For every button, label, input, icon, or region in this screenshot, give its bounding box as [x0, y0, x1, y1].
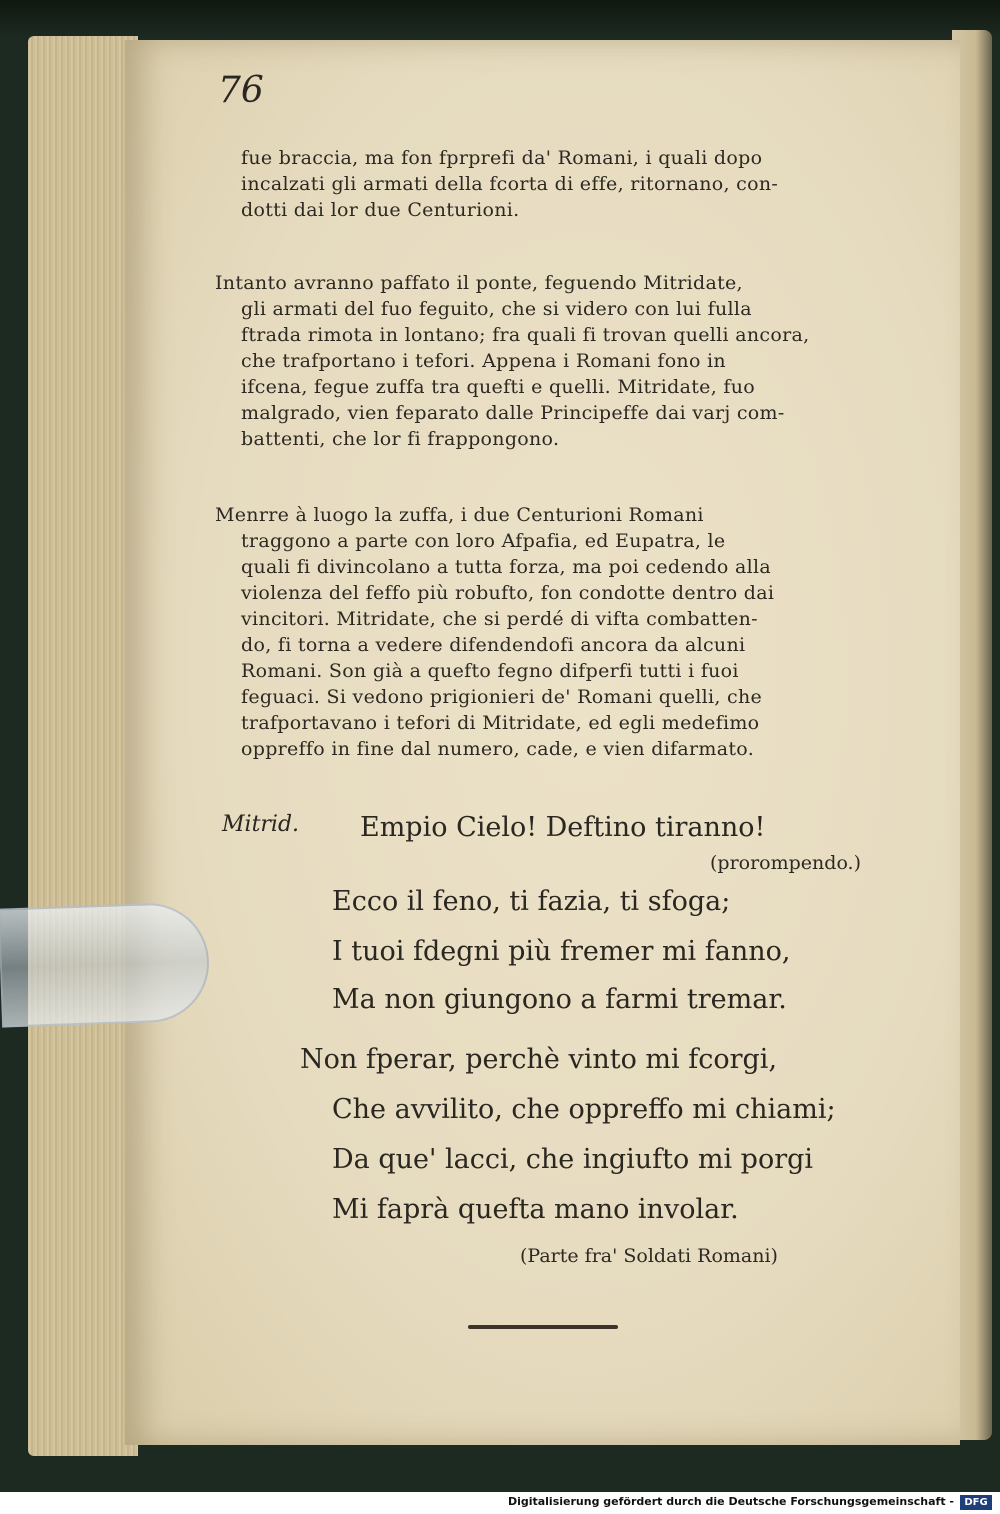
paragraph-2	[215, 270, 875, 452]
text-line: Romani. Son già a quefto fegno difperfi tutti i fuoi	[241, 660, 739, 682]
text-line: gli armati del fuo feguito, che si videro con lui fulla	[241, 298, 752, 320]
text-line: Intanto avranno paffato il ponte, feguendo Mitridate,	[215, 272, 743, 294]
verse-line: Da que' lacci, che ingiufto mi porgi	[332, 1144, 814, 1175]
text-line: do, fi torna a vedere difendendofi ancora da alcuni	[241, 634, 746, 656]
text-line: oppreffo in fine dal numero, cade, e vien difarmato.	[241, 738, 755, 760]
paragraph-3	[215, 502, 875, 762]
text-line: dotti dai lor due Centurioni.	[241, 199, 520, 221]
text-line: incalzati gli armati della fcorta di effe, ritornano, con-	[241, 173, 779, 195]
text-line: malgrado, vien feparato dalle Principeffe dai varj com-	[241, 402, 785, 424]
verse-line: I tuoi fdegni più fremer mi fanno,	[332, 936, 791, 967]
stage-direction: (Parte fra' Soldati Romani)	[520, 1245, 778, 1267]
text-line: feguaci. Si vedono prigionieri de' Romani quelli, che	[241, 686, 763, 708]
text-line: quali fi divincolano a tutta forza, ma poi cedendo alla	[241, 556, 771, 578]
page-holder-clip	[0, 901, 211, 1027]
text-line: Menrre à luogo la zuffa, i due Centurioni Romani	[215, 504, 704, 526]
stage-direction: (prorompendo.)	[710, 852, 861, 874]
text-line: traggono a parte con loro Afpafia, ed Eupatra, le	[241, 530, 726, 552]
text-line: ftrada rimota in lontano; fra quali fi trovan quelli ancora,	[241, 324, 810, 346]
paragraph-1	[215, 145, 875, 223]
text-line: battenti, che lor fi frappongono.	[241, 428, 560, 450]
text-line: ifcena, fegue zuffa tra quefti e quelli. Mitridate, fuo	[241, 376, 756, 398]
text-line: che trafportano i tefori. Appena i Romani fono in	[241, 350, 726, 372]
verse-line: Ma non giungono a farmi tremar.	[332, 984, 787, 1015]
book-page-edges-left	[28, 36, 138, 1456]
text-line: trafportavano i tefori di Mitridate, ed egli medefimo	[241, 712, 760, 734]
text-line: vincitori. Mitridate, che si perdé di vifta combatten-	[241, 608, 758, 630]
verse-line: Non fperar, perchè vinto mi fcorgi,	[300, 1044, 778, 1075]
verse-line: Empio Cielo! Deftino tiranno!	[360, 812, 766, 843]
verse-line: Che avvilito, che oppreffo mi chiami;	[332, 1094, 836, 1125]
dfg-logo-icon: DFG	[960, 1495, 992, 1510]
end-rule	[468, 1325, 618, 1329]
footer-credit: Digitalisierung gefördert durch die Deutsche Forschungsgemeinschaft -	[507, 1495, 954, 1508]
text-line: violenza del feffo più robufto, fon condotte dentro dai	[241, 582, 775, 604]
verse-line: Ecco il feno, ti fazia, ti sfoga;	[332, 886, 731, 917]
text-line: fue braccia, ma fon fprprefi da' Romani, i quali dopo	[241, 147, 763, 169]
background-top	[0, 0, 1000, 40]
speaker-name: Mitrid.	[222, 812, 300, 837]
verse-line: Mi faprà quefta mano involar.	[332, 1194, 739, 1225]
page-number: 76	[218, 70, 264, 111]
